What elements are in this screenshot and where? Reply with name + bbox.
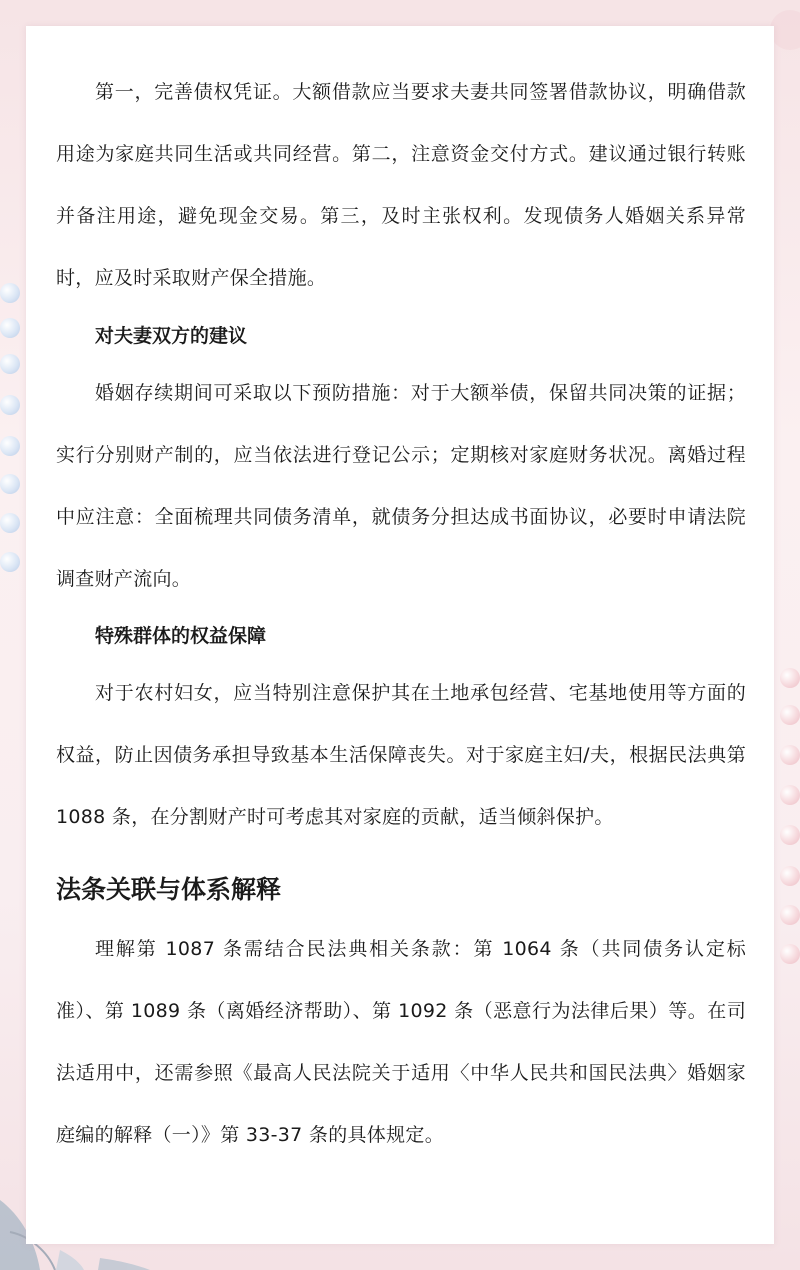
bead-decoration (0, 318, 20, 338)
paragraph-creditor-advice: 第一，完善债权凭证。大额借款应当要求夫妻共同签署借款协议，明确借款用途为家庭共同生活或共同经营。第二，注意资金交付方式。建议通过银行转账并备注用途，避免现金交易。第三，及时主张权利。发现债务人婚姻关系异常时，应及时采取财产保全措施。 (56, 81, 746, 289)
bead-decoration (780, 825, 800, 845)
bead-decoration (780, 905, 800, 925)
paragraph-spouse-advice: 婚姻存续期间可采取以下预防措施：对于大额举债，保留共同决策的证据；实行分别财产制的，应当依法进行登记公示；定期核对家庭财务状况。离婚过程中应注意：全面梳理共同债务清单，就债务分担达成书面协议，必要时申请法院调查财产流向。 (56, 382, 746, 590)
bead-decoration (780, 944, 800, 964)
bead-decoration (0, 395, 20, 415)
subheading-spouse-advice: 对夫妻双方的建议 (95, 325, 248, 347)
bead-decoration (780, 668, 800, 688)
section-heading-legal-system: 法条关联与体系解释 (56, 875, 282, 904)
bead-decoration (780, 866, 800, 886)
bead-decoration (0, 513, 20, 533)
bead-decoration (0, 354, 20, 374)
bead-decoration (780, 705, 800, 725)
bead-decoration (0, 474, 20, 494)
bead-decoration (780, 785, 800, 805)
bead-decoration (0, 552, 20, 572)
bead-decoration (0, 283, 20, 303)
subheading-special-groups: 特殊群体的权益保障 (95, 625, 267, 647)
paragraph-legal-system: 理解第 1087 条需结合民法典相关条款：第 1064 条（共同债务认定标准）、第 1089 条（离婚经济帮助）、第 1092 条（恶意行为法律后果）等。在司法适用中，还需参照《最高人民法院关于适用〈中华人民共和国民法典〉婚姻家庭编的解释（一）》第 33-37 条的具体规定。 (56, 938, 746, 1146)
bead-decoration (780, 745, 800, 765)
bead-decoration (0, 436, 20, 456)
paragraph-special-groups: 对于农村妇女，应当特别注意保护其在土地承包经营、宅基地使用等方面的权益，防止因债务承担导致基本生活保障丧失。对于家庭主妇/夫，根据民法典第 1088 条，在分割财产时可考虑其对家庭的贡献，适当倾斜保护。 (56, 682, 746, 828)
